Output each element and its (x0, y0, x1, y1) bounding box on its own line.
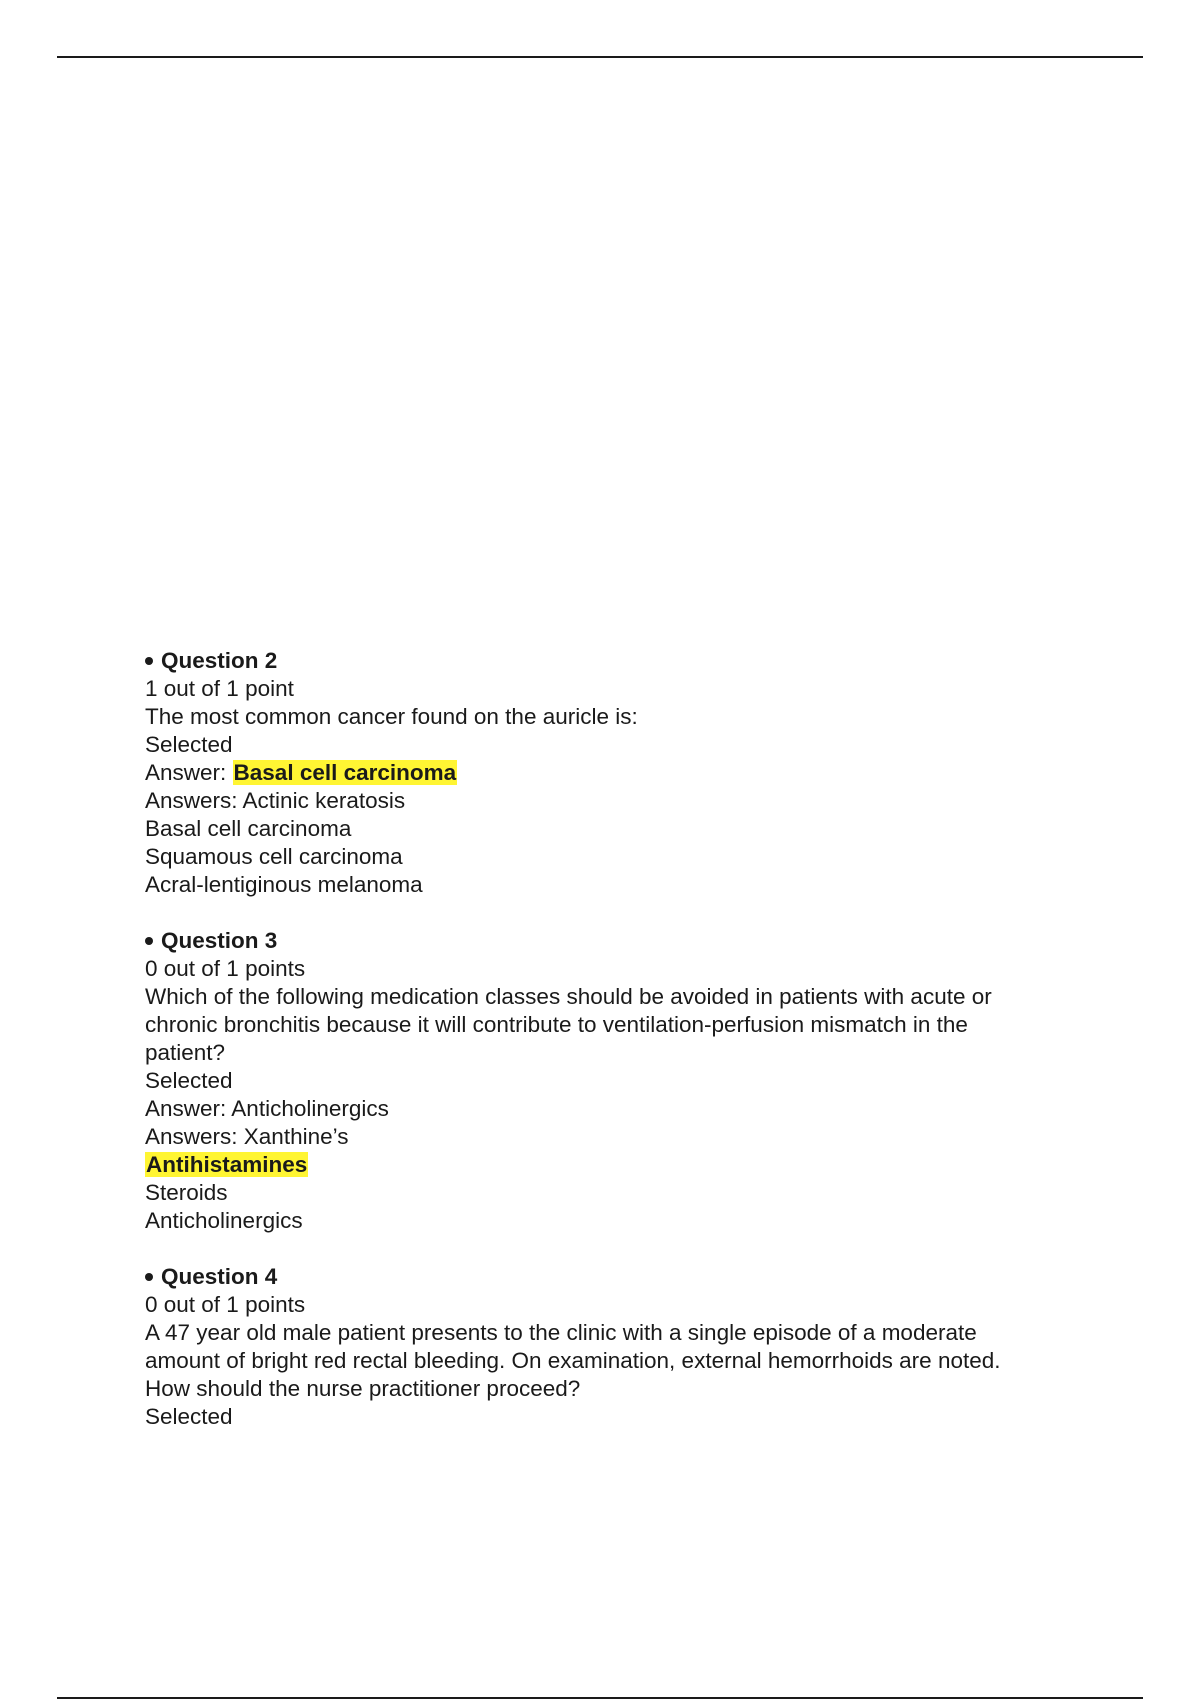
answers-line (145, 787, 1085, 815)
question-prompt-line: How should the nurse practitioner proceed? (145, 1376, 581, 1401)
question-prompt-line: amount of bright red rectal bleeding. On examination, external hemorrhoids are noted. (145, 1348, 1001, 1373)
question-heading (145, 647, 1085, 675)
question-prompt-line: patient? (145, 1040, 226, 1065)
question-prompt-line: A 47 year old male patient presents to the clinic with a single episode of a moderate (145, 1320, 977, 1345)
selected-answer-line (145, 1095, 1085, 1123)
question-score: 0 out of 1 points (145, 956, 306, 981)
header-rule (57, 56, 1143, 58)
answer-prefix: Answer: (145, 1096, 232, 1121)
question-score: 0 out of 1 points (145, 1292, 306, 1317)
bullet-icon (145, 1273, 153, 1281)
answers-prefix: Answers: (145, 1124, 244, 1149)
bullet-icon (145, 657, 153, 665)
selected-label: Selected (145, 1068, 233, 1093)
answers-prefix: Answers: (145, 788, 243, 813)
answer-option: Basal cell carcinoma (145, 816, 352, 841)
question-title: Question 2 (161, 648, 278, 673)
question-prompt-line: Which of the following medication classes should be avoided in patients with acute or (145, 984, 992, 1009)
question-2 (145, 647, 1085, 899)
footer-rule (57, 1697, 1143, 1699)
selected-label: Selected (145, 1404, 233, 1429)
answer-option: Anticholinergics (145, 1208, 303, 1233)
question-title: Question 4 (161, 1264, 278, 1289)
answer-option: Xanthine’s (243, 1124, 349, 1149)
answer-option-line (145, 1151, 1085, 1179)
question-prompt: The most common cancer found on the auricle is: (145, 704, 638, 729)
answer-option: Actinic keratosis (242, 788, 406, 813)
answer-option: Squamous cell carcinoma (145, 844, 403, 869)
correct-answer-highlight: Antihistamines (146, 1152, 308, 1177)
selected-label: Selected (145, 732, 233, 757)
question-heading (145, 1263, 1085, 1291)
question-title: Question 3 (161, 928, 278, 953)
quiz-content (145, 647, 1085, 1459)
question-heading (145, 927, 1085, 955)
answer-option: Acral-lentiginous melanoma (145, 872, 423, 897)
answer-option: Steroids (145, 1180, 228, 1205)
answers-line (145, 1123, 1085, 1151)
question-4 (145, 1263, 1085, 1431)
question-score: 1 out of 1 point (145, 676, 294, 701)
answer-prefix: Answer: (145, 760, 233, 785)
question-prompt-line: chronic bronchitis because it will contribute to ventilation-perfusion mismatch in the (145, 1012, 968, 1037)
question-3 (145, 927, 1085, 1235)
selected-answer: Anticholinergics (231, 1096, 389, 1121)
selected-answer-line (145, 759, 1085, 787)
selected-answer-highlight: Basal cell carcinoma (233, 760, 457, 785)
bullet-icon (145, 937, 153, 945)
